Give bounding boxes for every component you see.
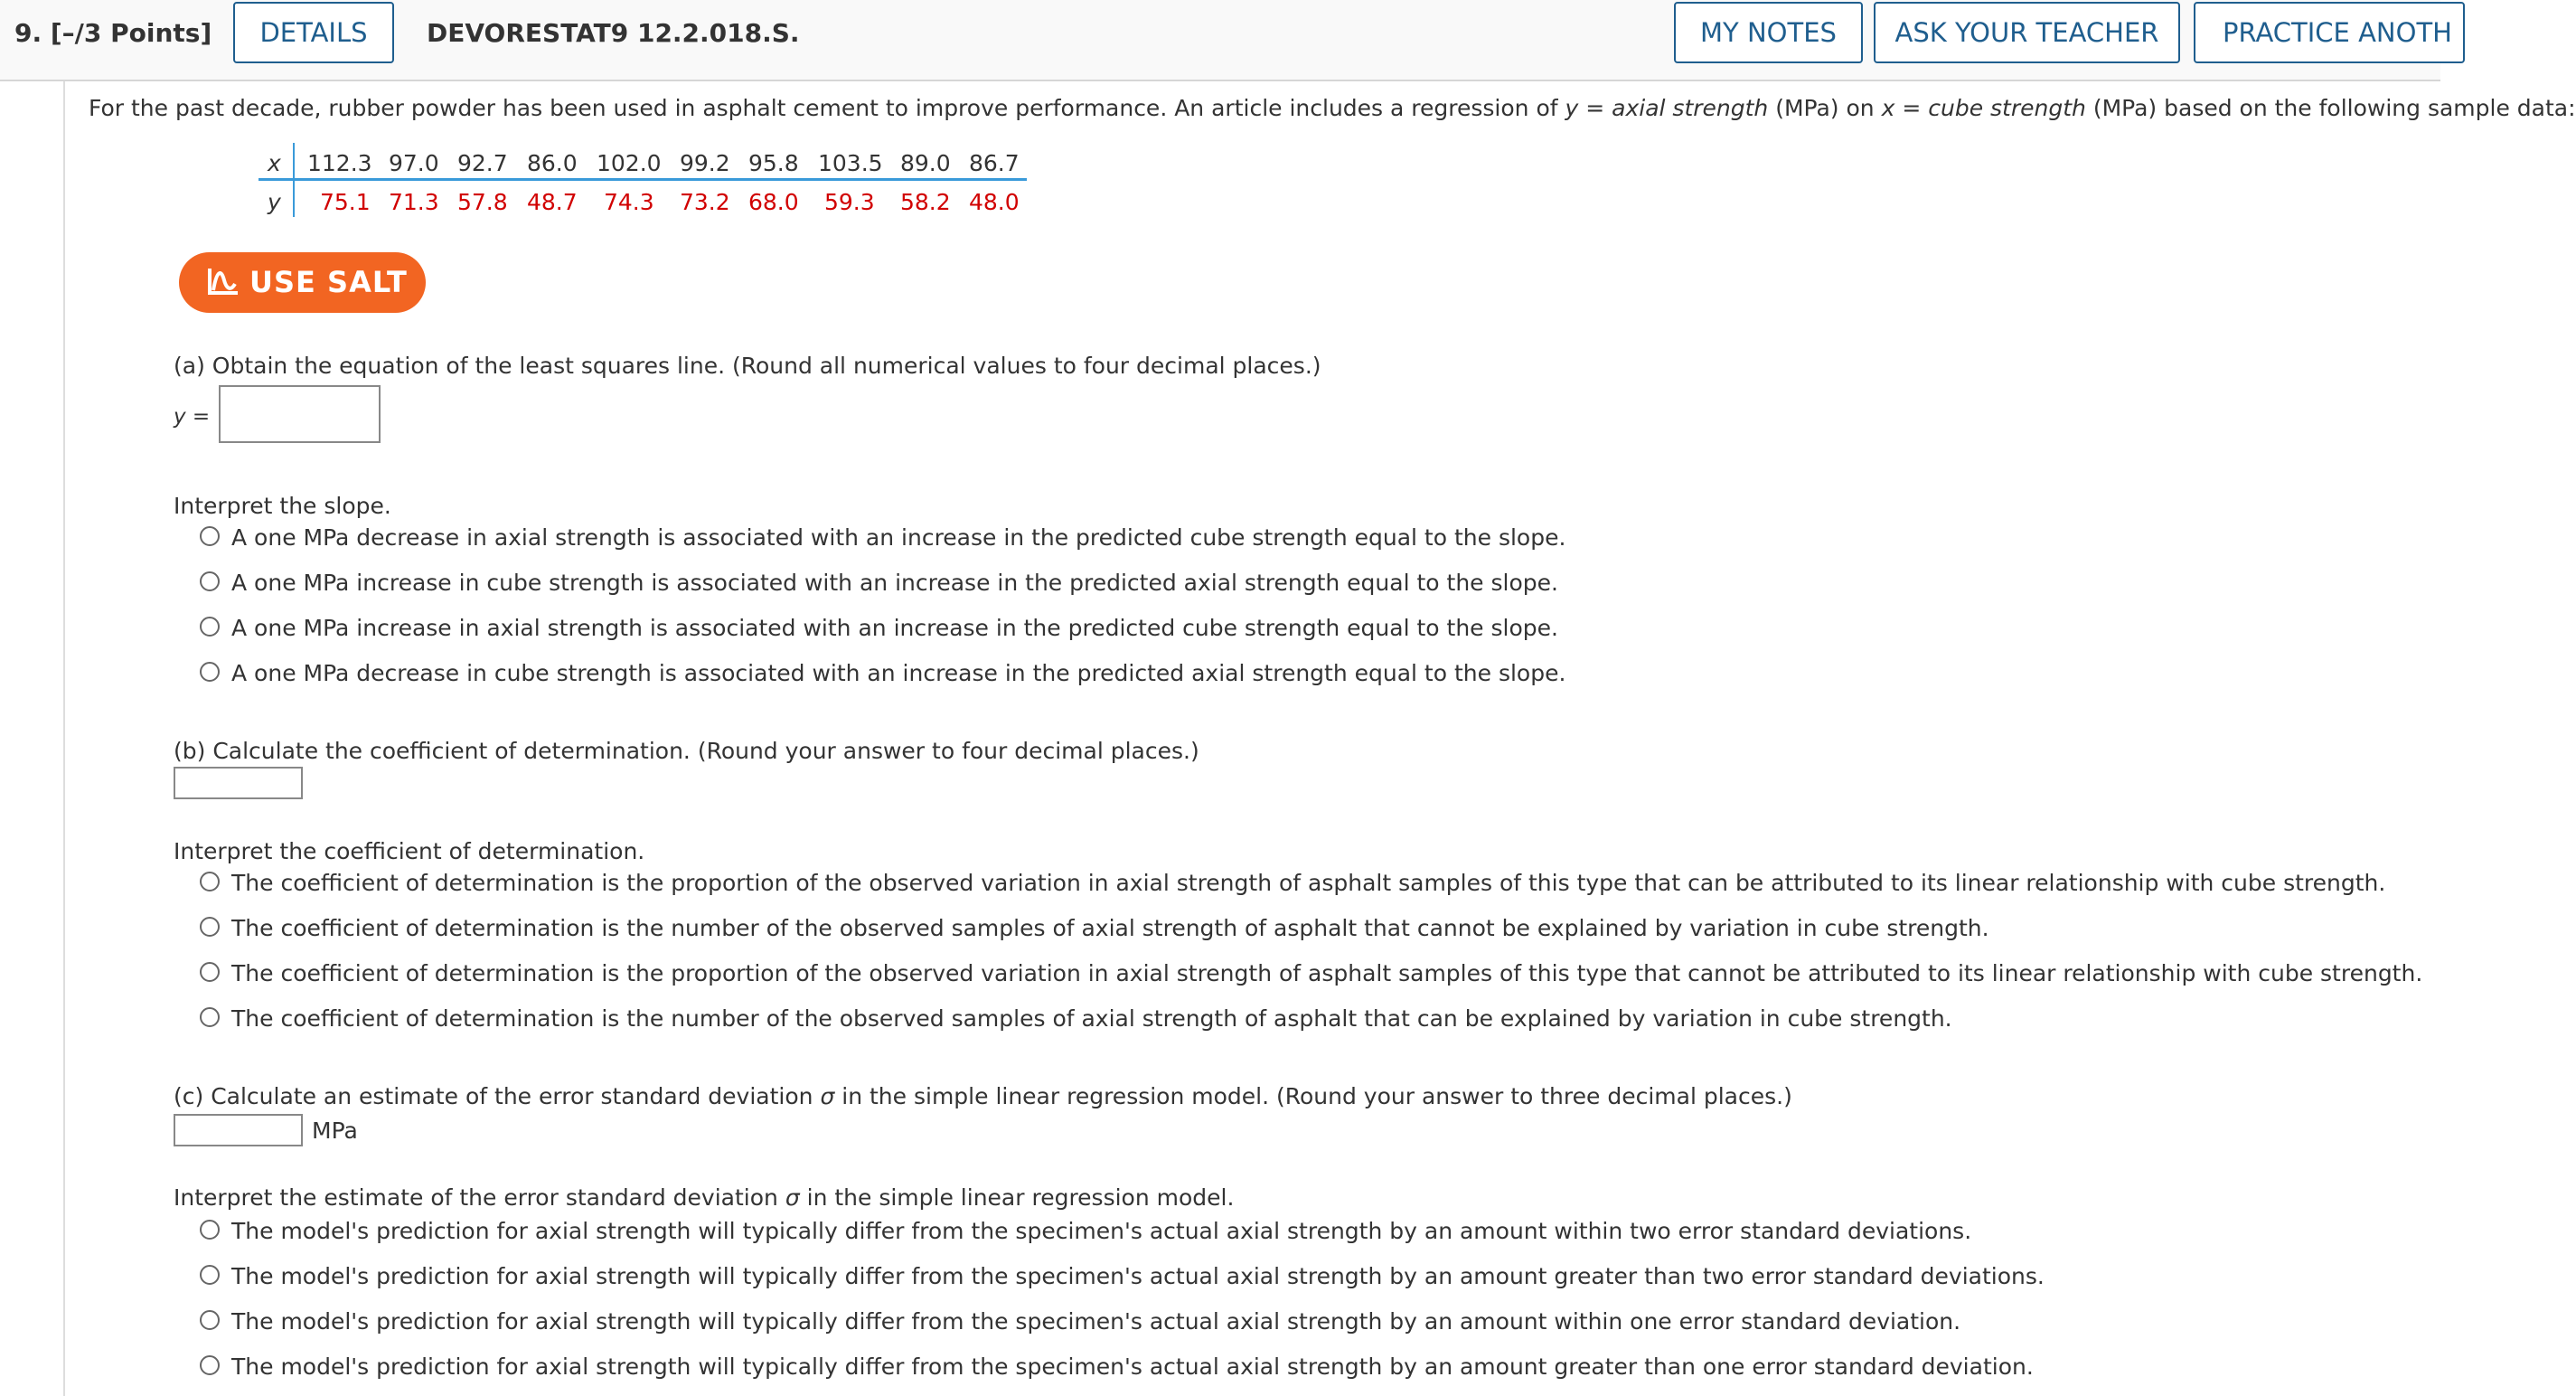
y-value: 75.1 — [320, 189, 371, 215]
question-header — [0, 0, 2452, 81]
y-value: 71.3 — [389, 189, 439, 215]
y-value: 57.8 — [457, 189, 508, 215]
cod-option-4-radio[interactable] — [200, 1007, 220, 1027]
part-c-interpret-label: Interpret the estimate of the error standard deviation σ in the simple linear regression model. — [174, 1184, 1235, 1211]
y-value: 48.7 — [527, 189, 578, 215]
x-value: 102.0 — [597, 150, 662, 176]
ask-teacher-button[interactable]: ASK YOUR TEACHER — [1874, 2, 2180, 63]
question-code: DEVORESTAT9 12.2.018.S. — [427, 18, 800, 48]
y-value: 73.2 — [680, 189, 730, 215]
y-value: 58.2 — [900, 189, 951, 215]
use-salt-button[interactable] — [179, 252, 426, 313]
x-value: 86.0 — [527, 150, 578, 176]
sigma-option-3-label[interactable]: The model's prediction for axial strength will typically differ from the specimen's actual axial strength by an amount within one error standard deviation. — [231, 1308, 1961, 1335]
cod-option-3-radio[interactable] — [200, 962, 220, 982]
practice-another-button[interactable]: PRACTICE ANOTH — [2194, 2, 2465, 63]
part-a-prompt: (a) Obtain the equation of the least squares line. (Round all numerical values to four decimal places.) — [174, 353, 1321, 379]
mpa-unit-label: MPa — [312, 1118, 358, 1144]
part-c-prompt: (c) Calculate an estimate of the error standard deviation σ in the simple linear regression model. (Round your answer to three decimal places.) — [174, 1083, 1792, 1109]
intro-text: For the past decade, rubber powder has been used in asphalt cement to improve performance. An article includes a regression of y = axial strength (MPa) on x = cube strength (MPa) based on the following sample data: — [89, 95, 2576, 121]
cod-option-2-label[interactable]: The coefficient of determination is the number of the observed samples of axial strength of asphalt that cannot be explained by variation in cube strength. — [231, 915, 1989, 941]
table-horizontal-rule — [259, 178, 1027, 181]
x-value: 86.7 — [969, 150, 1020, 176]
x-row-label: x — [268, 150, 281, 176]
coefficient-of-determination-input[interactable] — [174, 767, 303, 799]
cod-option-4-label[interactable]: The coefficient of determination is the number of the observed samples of axial strength of asphalt that can be explained by variation in cube strength. — [231, 1005, 1952, 1032]
slope-option-4-label[interactable]: A one MPa decrease in cube strength is associated with an increase in the predicted axial strength equal to the slope. — [231, 660, 1566, 686]
slope-option-3-radio[interactable] — [200, 617, 220, 637]
sigma-option-3-radio[interactable] — [200, 1310, 220, 1330]
regression-equation-input[interactable] — [219, 385, 381, 443]
content-left-border — [63, 81, 65, 1396]
sigma-option-1-label[interactable]: The model's prediction for axial strength will typically differ from the specimen's actual axial strength by an amount within two error standard deviations. — [231, 1218, 1972, 1244]
y-value: 68.0 — [748, 189, 799, 215]
slope-option-2-label[interactable]: A one MPa increase in cube strength is associated with an increase in the predicted axial strength equal to the slope. — [231, 570, 1558, 596]
cod-option-1-radio[interactable] — [200, 872, 220, 891]
x-value: 92.7 — [457, 150, 508, 176]
sigma-option-2-radio[interactable] — [200, 1265, 220, 1285]
part-a-interpret-label: Interpret the slope. — [174, 493, 391, 519]
x-value: 95.8 — [748, 150, 799, 176]
sigma-option-2-label[interactable]: The model's prediction for axial strength will typically differ from the specimen's actual axial strength by an amount greater than two error standard deviations. — [231, 1263, 2045, 1289]
part-a-y-label: y = — [174, 405, 211, 429]
sigma-option-1-radio[interactable] — [200, 1220, 220, 1240]
cod-option-2-radio[interactable] — [200, 917, 220, 937]
details-button[interactable]: DETAILS — [233, 2, 394, 63]
y-row-label: y — [268, 189, 281, 215]
cod-option-1-label[interactable]: The coefficient of determination is the proportion of the observed variation in axial strength of asphalt samples of this type that can be attributed to its linear relationship with cube strength. — [231, 870, 2386, 896]
slope-option-2-radio[interactable] — [200, 571, 220, 591]
sigma-option-4-label[interactable]: The model's prediction for axial strength will typically differ from the specimen's actual axial strength by an amount greater than one error standard deviation. — [231, 1354, 2034, 1380]
error-standard-deviation-input[interactable] — [174, 1114, 303, 1146]
cod-option-3-label[interactable]: The coefficient of determination is the proportion of the observed variation in axial strength of asphalt samples of this type that cannot be attributed to its linear relationship with cube strength. — [231, 960, 2423, 986]
sigma-option-4-radio[interactable] — [200, 1355, 220, 1375]
chart-curve-icon — [206, 266, 240, 297]
my-notes-button[interactable]: MY NOTES — [1674, 2, 1863, 63]
y-value: 48.0 — [969, 189, 1020, 215]
slope-option-1-label[interactable]: A one MPa decrease in axial strength is associated with an increase in the predicted cube strength equal to the slope. — [231, 524, 1566, 551]
slope-option-1-radio[interactable] — [200, 526, 220, 546]
y-value: 74.3 — [604, 189, 654, 215]
slope-option-3-label[interactable]: A one MPa increase in axial strength is associated with an increase in the predicted cube strength equal to the slope. — [231, 615, 1558, 641]
use-salt-label: USE SALT — [249, 265, 408, 299]
question-number: 9. [–/3 Points] — [14, 18, 212, 48]
part-b-prompt: (b) Calculate the coefficient of determination. (Round your answer to four decimal places.) — [174, 738, 1199, 764]
x-value: 103.5 — [818, 150, 883, 176]
x-value: 99.2 — [680, 150, 730, 176]
part-b-interpret-label: Interpret the coefficient of determination. — [174, 838, 645, 864]
x-value: 112.3 — [307, 150, 372, 176]
x-value: 97.0 — [389, 150, 439, 176]
y-value: 59.3 — [824, 189, 875, 215]
slope-option-4-radio[interactable] — [200, 662, 220, 682]
x-value: 89.0 — [900, 150, 951, 176]
